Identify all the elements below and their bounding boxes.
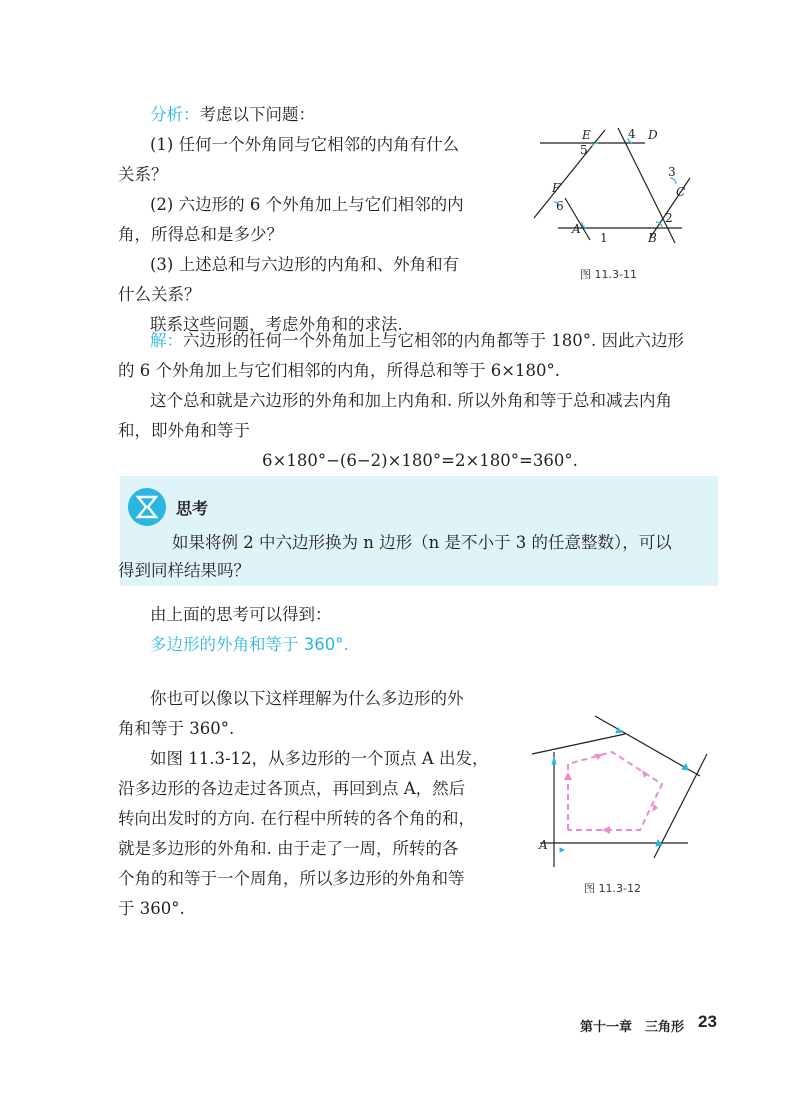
question-3-b: 什么关系？ (118, 285, 201, 304)
para-line-6: 就是多边形的外角和. 由于走了一周，所转的各 (118, 839, 459, 858)
para-line-8: 于 360°. (118, 899, 185, 918)
analysis-line (150, 104, 315, 126)
angle-2: 2 (665, 211, 673, 225)
conclusion-intro: 由上面的思考可以得到： (150, 605, 332, 624)
angle-4: 4 (628, 127, 636, 141)
label-C: C (676, 185, 686, 199)
angle-1: 1 (600, 231, 608, 245)
think-icon (126, 486, 168, 528)
question-1-a: (1) 任何一个外角同与它相邻的内角有什么 (150, 135, 460, 154)
question-1-b: 关系？ (118, 165, 168, 184)
question-2-a: (2) 六边形的 6 个外角加上与它们相邻的内 (150, 195, 464, 214)
para-line-3: 如图 11.3-12，从多边形的一个顶点 A 出发， (150, 749, 489, 768)
think-line-2: 得到同样结果吗？ (118, 561, 250, 580)
label-B: B (648, 231, 657, 245)
analysis-label: 分析： (150, 105, 200, 124)
para-line-7: 个角的和等于一个周角，所以多边形的外角和等 (118, 869, 465, 888)
solution-line-1: 解：六边形的任何一个外角加上与它相邻的内角都等于 180°. 因此六边形 (150, 331, 684, 350)
chapter-footer: 第十一章 三角形 (580, 1020, 685, 1035)
para-line-5: 转向出发时的方向. 在行程中所转的各个角的和， (118, 809, 475, 828)
solution-line-2: 的 6 个外角加上与它们相邻的内角，所得总和等于 6×180°. (118, 361, 561, 380)
para-line-1: 你也可以像以下这样理解为什么多边形的外 (150, 689, 464, 708)
question-3-a: (3) 上述总和与六边形的内角和、外角和有 (150, 255, 460, 274)
para-line-2: 角和等于 360°. (118, 719, 235, 738)
think-title: 思考 (176, 499, 209, 518)
solution-label: 解： (150, 331, 183, 350)
angle-3: 3 (668, 165, 676, 179)
figure-1-caption: 图 11.3-11 (580, 268, 637, 281)
label-E: E (582, 128, 591, 142)
pentagon-figure (530, 712, 710, 872)
question-2-b: 角，所得总和是多少？ (118, 225, 283, 244)
label-A: A (572, 222, 581, 236)
angle-5: 5 (580, 143, 588, 157)
para-line-4: 沿多边形的各边走过各顶点，再回到点 A，然后 (118, 779, 466, 798)
label-A-pentagon: A (539, 838, 548, 852)
analysis-intro: 考虑以下问题： (199, 105, 315, 124)
angle-6: 6 (556, 199, 564, 213)
solution-line-4: 和，即外角和等于 (118, 421, 250, 440)
page-number: 23 (698, 1012, 717, 1031)
figure-2-caption: 图 11.3-12 (584, 882, 641, 895)
link-text: 联系这些问题，考虑外角和的求法. (150, 315, 403, 334)
solution-line-3: 这个总和就是六边形的外角和加上内角和. 所以外角和等于总和减去内角 (150, 391, 672, 410)
think-line-1: 如果将例 2 中六边形换为 n 边形（n 是不小于 3 的任意整数），可以 (172, 533, 672, 552)
formula: 6×180°−(6−2)×180°=2×180°=360°. (262, 451, 578, 470)
label-D: D (648, 128, 658, 142)
label-F: F (552, 181, 561, 195)
conclusion-statement: 多边形的外角和等于 360°. (150, 635, 349, 654)
hexagon-figure (520, 118, 720, 268)
